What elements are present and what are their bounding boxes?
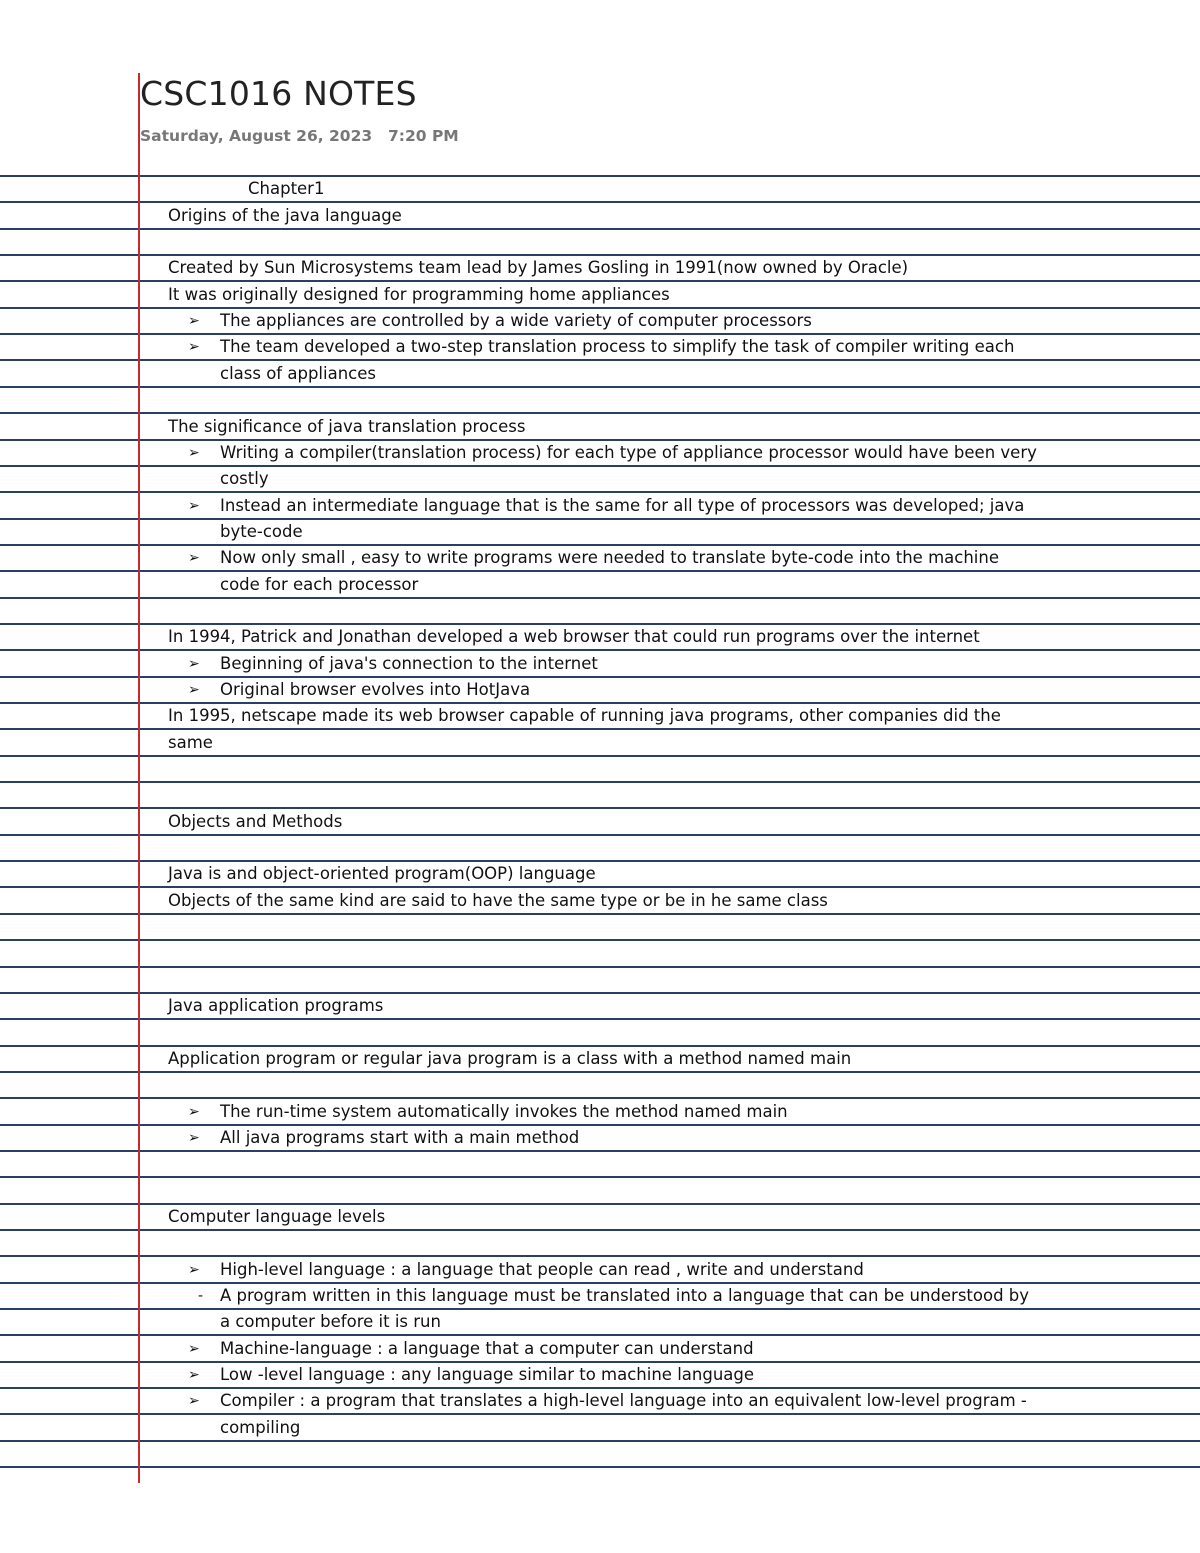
arrow-bullet-icon: ➢ — [188, 313, 200, 330]
note-line: Objects and Methods — [168, 811, 343, 831]
page-time: 7:20 PM — [388, 127, 459, 145]
note-line: High-level language : a language that people can read , write and understand — [220, 1259, 864, 1279]
note-line: It was originally designed for programming home appliances — [168, 284, 670, 304]
note-line: compiling — [220, 1417, 301, 1437]
note-line: costly — [220, 469, 269, 489]
note-line: Machine-language : a language that a computer can understand — [220, 1338, 754, 1358]
note-line: Low -level language : any language similar to machine language — [220, 1365, 755, 1385]
arrow-bullet-icon: ➢ — [188, 1103, 200, 1120]
note-line: Computer language levels — [168, 1207, 386, 1226]
note-line: The significance of java translation process — [168, 416, 526, 436]
arrow-bullet-icon: ➢ — [188, 1367, 200, 1384]
note-line: The team developed a two-step translation process to simplify the task of compiler writing each — [220, 337, 1015, 357]
note-line: Beginning of java's connection to the internet — [220, 653, 598, 673]
note-line: class of appliances — [220, 363, 376, 383]
note-line: byte-code — [220, 521, 303, 541]
note-line: Objects of the same kind are said to have the same type or be in he same class — [168, 890, 828, 910]
note-line: In 1994, Patrick and Jonathan developed a web browser that could run programs over the internet — [168, 627, 980, 647]
note-line: Chapter1 — [248, 179, 325, 199]
note-line: All java programs start with a main method — [220, 1127, 580, 1147]
page-title: CSC1016 NOTES — [140, 74, 417, 113]
note-line: a computer before it is run — [220, 1312, 441, 1332]
note-line: The run-time system automatically invokes the method named main — [220, 1101, 788, 1121]
note-line: Application program or regular java program is a class with a method named main — [168, 1048, 852, 1068]
note-line: The appliances are controlled by a wide variety of computer processors — [220, 311, 812, 331]
note-line: same — [168, 732, 213, 752]
note-line: In 1995, netscape made its web browser capable of running java programs, other companies did the — [168, 706, 1001, 726]
note-line: Original browser evolves into HotJava — [220, 680, 531, 699]
arrow-bullet-icon: ➢ — [188, 1129, 200, 1146]
arrow-bullet-icon: ➢ — [188, 682, 200, 698]
note-line: Java application programs — [168, 996, 384, 1016]
arrow-bullet-icon: ➢ — [188, 1261, 200, 1278]
page-date: Saturday, August 26, 2023 — [140, 127, 373, 145]
note-line: Created by Sun Microsystems team lead by James Gosling in 1991(now owned by Oracle) — [168, 258, 909, 278]
arrow-bullet-icon: ➢ — [188, 655, 200, 672]
note-line: code for each processor — [220, 574, 419, 594]
note-line: A program written in this language must be translated into a language that can be understood by — [220, 1286, 1030, 1306]
arrow-bullet-icon: ➢ — [188, 497, 200, 514]
note-line: Now only small , easy to write programs were needed to translate byte-code into the machine — [220, 548, 999, 568]
arrow-bullet-icon: ➢ — [188, 1340, 200, 1357]
note-line: Instead an intermediate language that is the same for all type of processors was developed; java — [220, 495, 1025, 515]
arrow-bullet-icon: ➢ — [188, 339, 200, 356]
arrow-bullet-icon: ➢ — [188, 444, 200, 461]
note-line: Writing a compiler(translation process) for each type of appliance processor would have been very — [220, 442, 1037, 462]
note-line: Java is and object-oriented program(OOP) language — [168, 864, 596, 884]
note-line: Compiler : a program that translates a high-level language into an equivalent low-level program - — [220, 1391, 1027, 1411]
dash-bullet: - — [198, 1288, 204, 1305]
note-line: Origins of the java language — [168, 205, 402, 225]
arrow-bullet-icon: ➢ — [188, 1393, 200, 1410]
arrow-bullet-icon: ➢ — [188, 550, 200, 567]
